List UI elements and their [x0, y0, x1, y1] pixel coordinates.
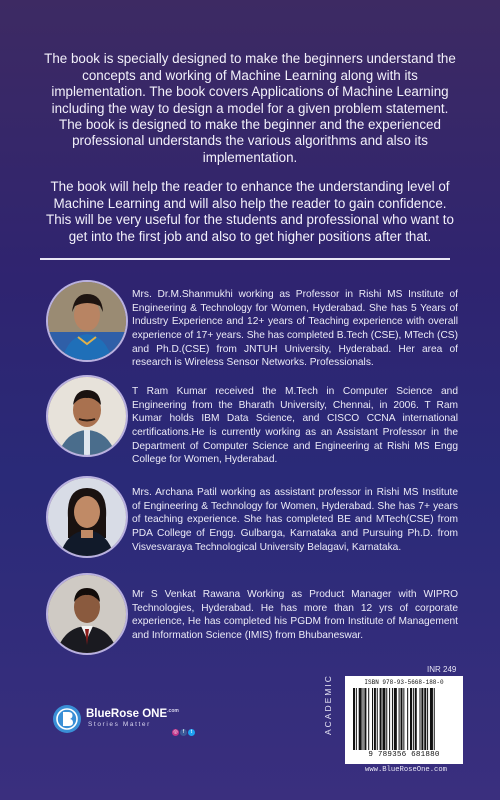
intro-paragraph-1: The book is specially designed to make the beginners understand the concepts and working of Machine Learning along with its implementation. The book covers Applications of Machine Learning including the way to design a model for a given problem statement. The book is designed to make the beginner and the experienced professional understands the various algorithms and also its implementation.	[44, 51, 456, 165]
author-bio-3: Mrs. Archana Patil working as assistant professor in Rishi MS Institute of Engineering & Technology for Women, Hyderabad. She has 7+ years of teaching experience. She has completed BE and MTech(CSE) from PDA College of Engg. Gulbarga, Karnataka and Pursuing Ph.D. from Visvesvaraya Technological University Belagavi, Karnataka.	[132, 487, 458, 553]
author-bio-4: Mr S Venkat Rawana Working as Product Manager with WIPRO Technologies, Hyderabad. He has more than 12 yrs of corporate experience, He has completed his PGDM from Institute of Management and Information Science (IMIS) from Bhubaneswar.	[132, 589, 458, 641]
facebook-icon: f	[180, 729, 187, 736]
publisher-name: BlueRose $ONE^{.com}$	[86, 708, 179, 720]
author-photo-1	[46, 280, 128, 362]
category-label: ACADEMIC	[323, 674, 333, 735]
publisher-tagline: Stories Matter	[88, 721, 151, 728]
price-label: INR 249	[427, 665, 457, 674]
barcode-box	[345, 676, 463, 764]
author-photo-3	[46, 476, 128, 558]
twitter-icon: t	[188, 729, 195, 736]
author-bio-2: T Ram Kumar received the M.Tech in Computer Science and Engineering from the Bharath University, Chennai, in 2006. T Ram Kumar holds IBM Data Science, and CISCO CCNA international certifications.He is currently working as an Assistant Professor in the Department of Computer Science and Engineering at Rishi MS Engg College for Women, Hyderabad.	[132, 386, 458, 466]
author-photo-2	[46, 375, 128, 457]
intro-paragraph-2: The book will help the reader to enhance the understanding level of Machine Learning and will also help the reader to gain confidence. This will be very useful for the students and professional who want to get into the first job and also to get higher positions after that.	[46, 179, 454, 244]
divider-line	[40, 258, 450, 260]
isbn-digits: 9 789356 681880	[368, 751, 440, 759]
publisher-website: www.BlueRoseOne.com	[365, 766, 447, 774]
author-bio-1: Mrs. Dr.M.Shanmukhi working as Professor in Rishi MS Institute of Engineering & Technology for Women, Hyderabad. She has 5 Years of Industry Experience and 12+ years of Teaching experience with overall experience of 17+ years. She has completed B.Tech (CSE), MTech (CS) and Ph.D.(CSE) from JNTUH University, Hyderabad. Her area of research is Wireless Sensor Networks. Professionals.	[132, 289, 458, 369]
instagram-icon: ◎	[173, 729, 178, 735]
isbn-label: ISBN 978-93-5668-188-0	[364, 679, 444, 686]
author-photo-4	[46, 573, 128, 655]
bluerose-logo-icon	[52, 704, 82, 734]
barcode-bars	[353, 688, 457, 750]
social-icons	[172, 729, 195, 736]
